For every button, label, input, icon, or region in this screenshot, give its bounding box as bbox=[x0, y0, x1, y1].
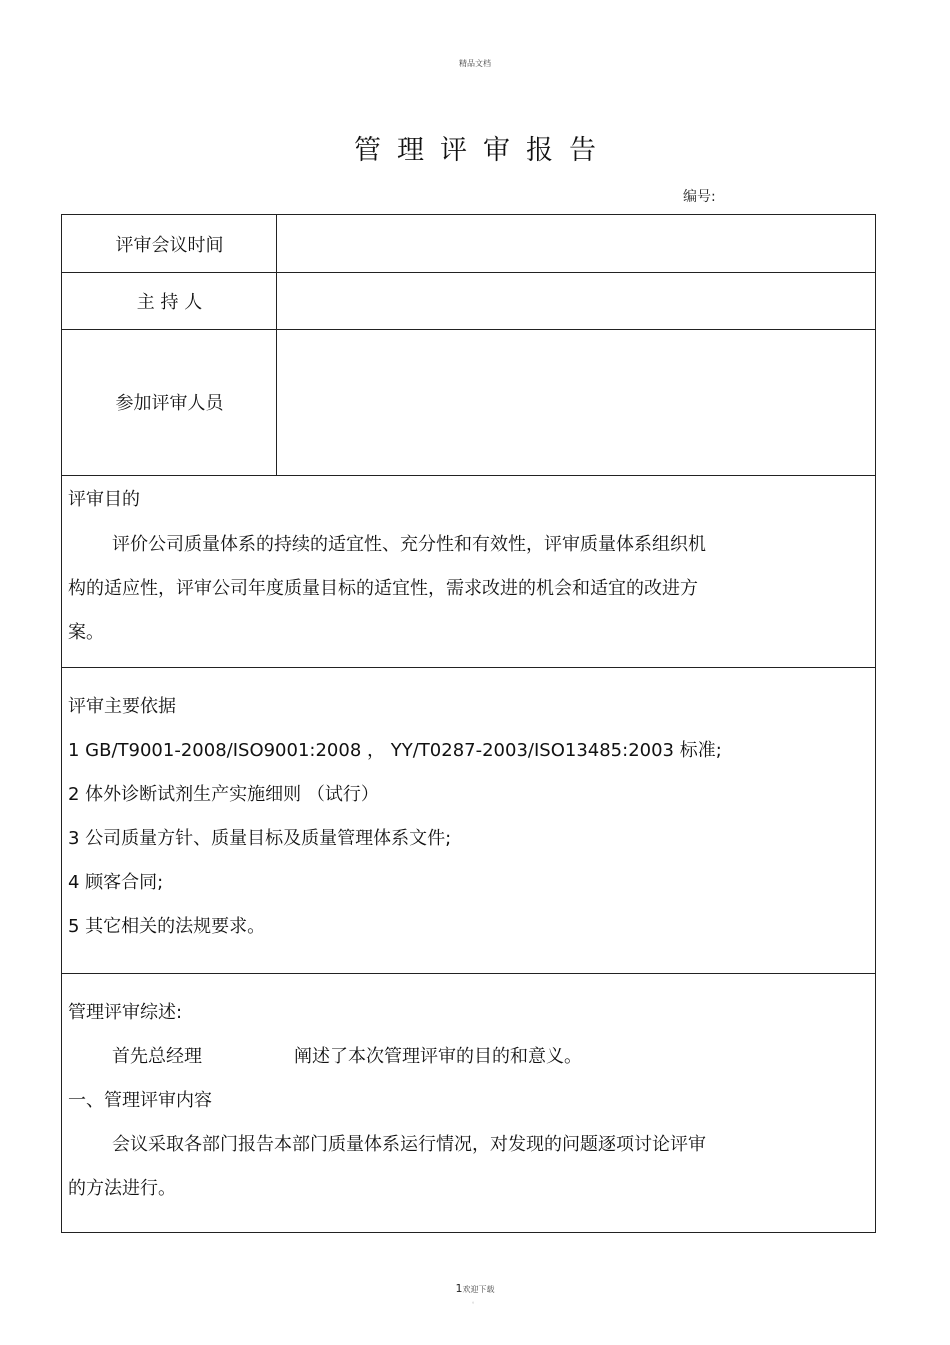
summary-gm-prefix: 首先总经理 bbox=[112, 1046, 202, 1067]
header-watermark: 精品文档 bbox=[459, 59, 491, 68]
summary-line: 会议采取各部门报告本部门质量体系运行情况，对发现的问题逐项讨论评审 bbox=[112, 1134, 706, 1155]
page-number: 1 bbox=[455, 1282, 463, 1295]
footer-text: 欢迎下载 bbox=[462, 1285, 495, 1294]
purpose-section bbox=[68, 475, 865, 667]
meeting-time-value[interactable] bbox=[278, 215, 875, 272]
purpose-line: 评价公司质量体系的持续的适宜性、充分性和有效性，评审质量体系组织机 bbox=[112, 534, 706, 555]
summary-section-heading: 一、管理评审内容 bbox=[68, 1090, 212, 1111]
summary-section bbox=[68, 973, 865, 1233]
basis-item: 3 公司质量方针、质量目标及质量管理体系文件; bbox=[68, 828, 452, 849]
purpose-heading: 评审目的 bbox=[68, 489, 140, 510]
basis-item: 4 顾客合同; bbox=[68, 872, 164, 893]
basis-item: 1 GB/T9001-2008/ISO9001:2008 ， YY/T0287-2003/ISO13485:2003 标准; bbox=[68, 740, 722, 761]
participants-value[interactable] bbox=[278, 329, 875, 475]
purpose-line: 案。 bbox=[68, 622, 104, 643]
participants-label: 参加评审人员 bbox=[115, 393, 224, 414]
basis-item: 5 其它相关的法规要求。 bbox=[68, 916, 266, 937]
summary-line: 的方法进行。 bbox=[68, 1178, 176, 1199]
basis-heading: 评审主要依据 bbox=[68, 696, 176, 717]
page-footer bbox=[0, 1282, 950, 1295]
meeting-time-label: 评审会议时间 bbox=[115, 234, 224, 256]
summary-heading: 管理评审综述: bbox=[68, 1002, 183, 1023]
purpose-line: 构的适应性，评审公司年度质量目标的适宜性，需求改进的机会和适宜的改进方 bbox=[68, 578, 698, 599]
basis-section bbox=[68, 667, 865, 973]
host-value[interactable] bbox=[278, 272, 875, 329]
document-title: 管理评审报告 bbox=[354, 135, 612, 166]
doc-number-label: 编号: bbox=[683, 189, 716, 205]
review-report-table bbox=[61, 214, 876, 1233]
footer-mark: 。 bbox=[471, 1298, 478, 1305]
basis-item: 2 体外诊断试剂生产实施细则 （试行） bbox=[68, 784, 379, 805]
host-label: 主 持 人 bbox=[136, 291, 203, 313]
summary-gm-text: 阐述了本次管理评审的目的和意义。 bbox=[294, 1046, 582, 1067]
